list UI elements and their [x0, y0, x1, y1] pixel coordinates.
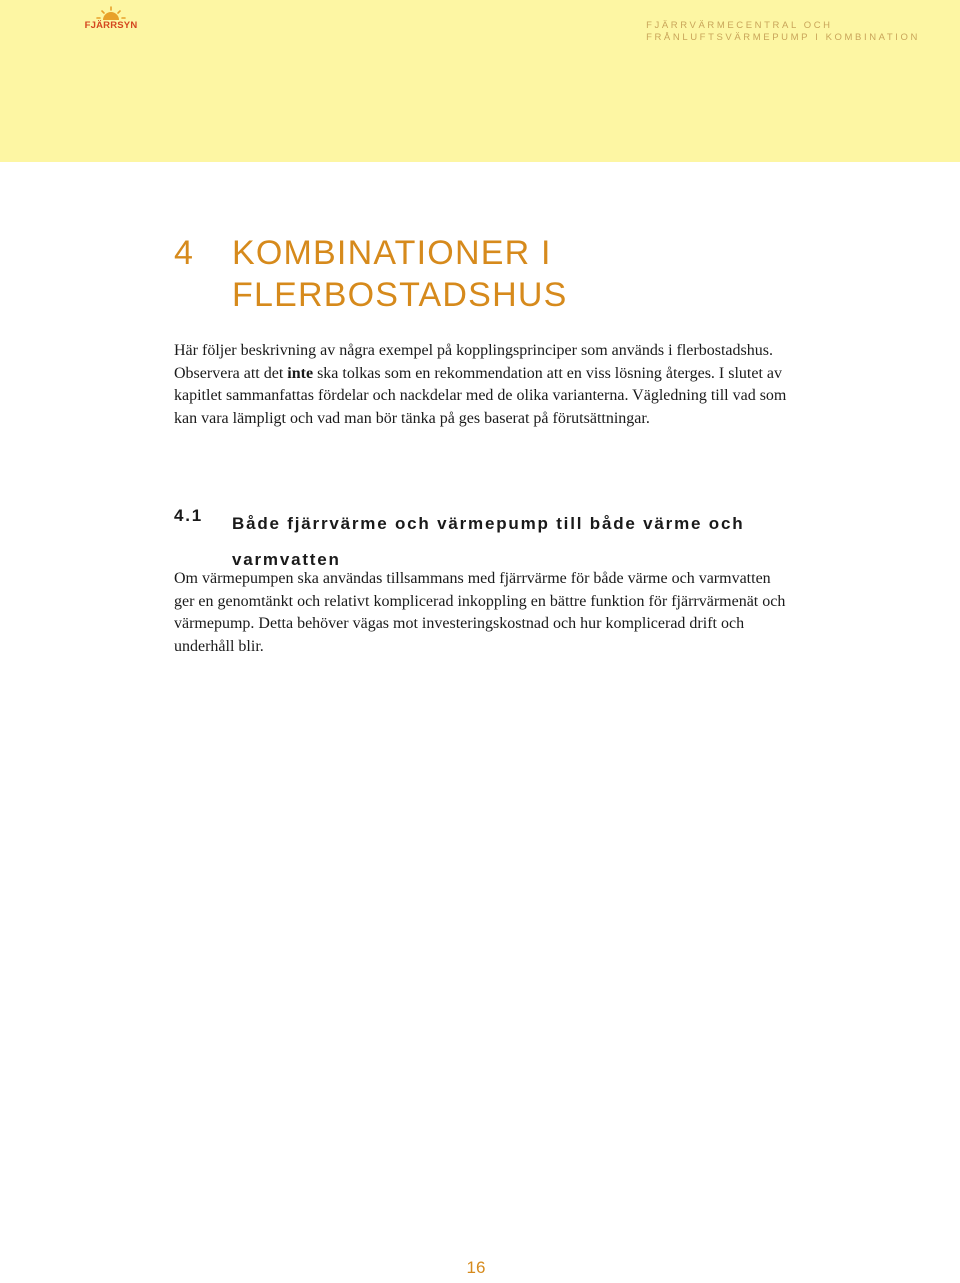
- chapter-title: [232, 232, 567, 316]
- page-number: 16: [466, 1258, 486, 1277]
- intro-text-after: ska tolkas som en rekommendation att en viss lösning återges. I slutet av kapitlet sammanfattas fördelar och nackdelar med de olika varianterna. Vägledning till vad som kan vara lämpligt och vad man bör tänka på ges baserat på förutsättningar.: [174, 364, 787, 427]
- section-title: Både fjärrvärme och värmepump till både värme och varmvatten: [232, 514, 745, 569]
- intro-text-before: Här följer beskrivning av några exempel på kopplingsprinciper som används i flerbostadshus. Observera att det: [174, 342, 773, 382]
- document-title-line1: FJÄRRVÄRMECENTRAL OCH: [646, 20, 833, 31]
- header-band: [0, 0, 960, 162]
- intro-paragraph: [174, 340, 794, 430]
- fjarrsyn-logo: [84, 6, 138, 40]
- logo-text: FJÄRRSYN: [84, 20, 138, 31]
- section-paragraph: Om värmepumpen ska användas tillsammans med fjärrvärme för både värme och varmvatten ger en genomtänkt och relativt komplicerad inkoppling en bättre funktion för fjärrvärmenät och värmepump. Detta behöver vägas mot investeringskostnad och hur komplicerad drift och underhåll blir.: [174, 570, 786, 655]
- section-number: 4.1: [174, 506, 204, 525]
- chapter-number: 4: [174, 234, 195, 272]
- chapter-title-line2: FLERBOSTADSHUS: [232, 276, 568, 314]
- document-title-line2: FRÅNLUFTSVÄRMEPUMP I KOMBINATION: [646, 31, 920, 43]
- intro-bold-word: inte: [287, 364, 314, 382]
- chapter-title-line1: KOMBINATIONER I: [232, 234, 552, 272]
- document-title: [646, 20, 920, 43]
